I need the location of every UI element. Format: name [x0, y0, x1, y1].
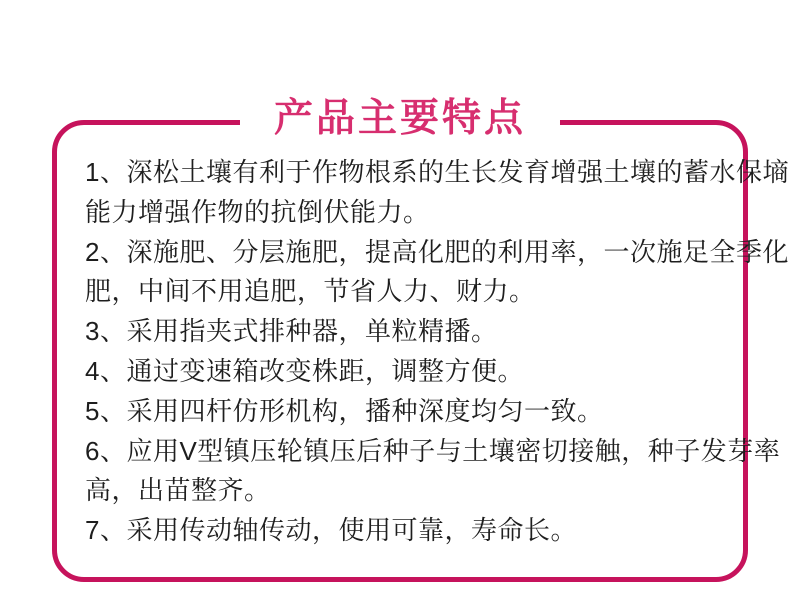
feature-line: 1、深松土壤有利于作物根系的生长发育增强土壤的蓄水保墒	[85, 157, 789, 187]
feature-item-4	[85, 352, 735, 392]
feature-line: 高，出苗整齐。	[85, 475, 271, 506]
feature-item-5	[85, 392, 735, 432]
feature-line: 6、应用V型镇压轮镇压后种子与土壤密切接触，种子发芽率	[85, 435, 781, 466]
feature-item-6	[85, 432, 781, 512]
feature-line: 2、深施肥、分层施肥，提高化肥的利用率，一次施足全季化	[85, 236, 789, 267]
feature-line: 3、采用指夹式排种器，单粒精播。	[85, 316, 498, 347]
feature-line: 5、采用四杆仿形机构，播种深度均匀一致。	[85, 395, 604, 426]
feature-list	[57, 125, 789, 551]
feature-item-7	[85, 511, 735, 551]
feature-item-3	[85, 312, 735, 352]
feature-line: 7、采用传动轴传动，使用可靠，寿命长。	[85, 515, 577, 546]
feature-item-1	[85, 153, 789, 233]
page-title: 产品主要特点	[240, 95, 560, 143]
feature-line: 能力增强作物的抗倒伏能力。	[85, 196, 430, 227]
feature-item-2	[85, 233, 789, 313]
feature-line: 肥，中间不用追肥，节省人力、财力。	[85, 276, 536, 307]
feature-line: 4、通过变速箱改变株距，调整方便。	[85, 355, 524, 386]
